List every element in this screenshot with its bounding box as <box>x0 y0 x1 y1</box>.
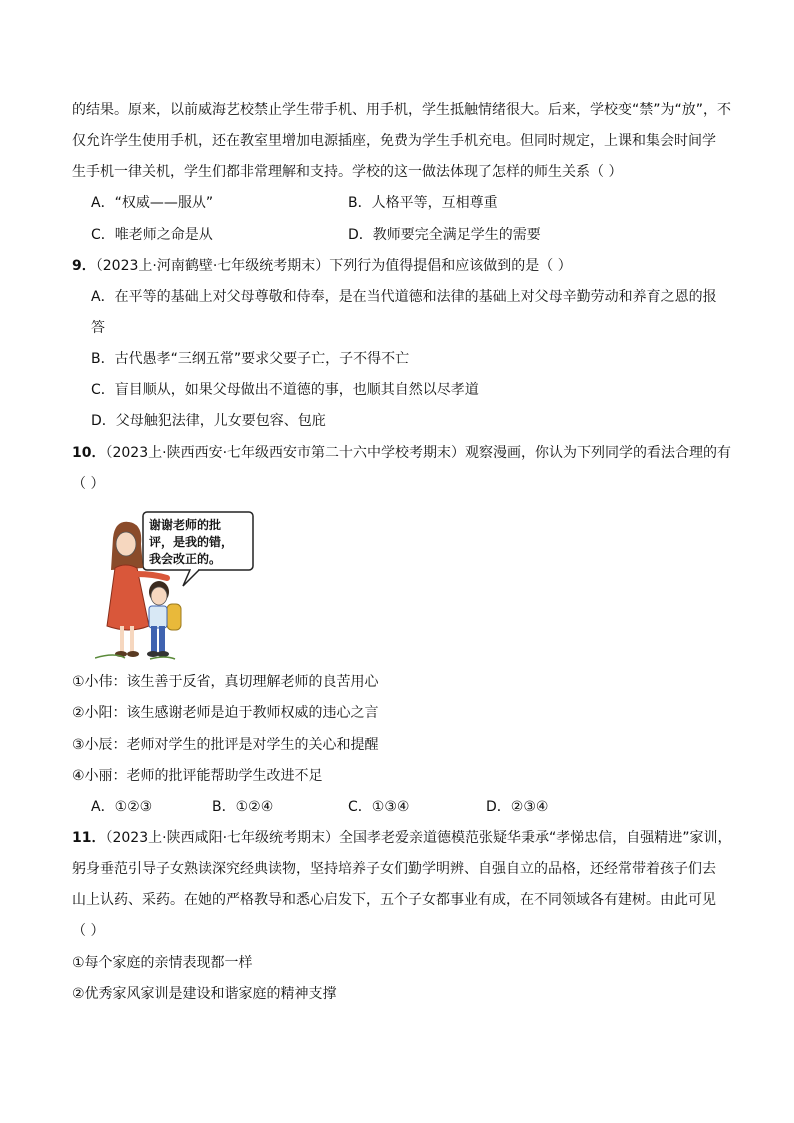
q8-text-line-1: 的结果。原来，以前威海艺校禁止学生带手机、用手机，学生抵触情绪很大。后来，学校变“禁”为“放”，不 <box>72 102 732 118</box>
comic-teacher-student <box>95 508 255 663</box>
bubble-line-1: 谢谢老师的批 <box>149 518 222 532</box>
q8-text-line-3: 生手机一律关机，学生们都非常理解和支持。学校的这一做法体现了怎样的师生关系（ ） <box>72 164 623 180</box>
q8-option-d: D．教师要完全满足学生的需要 <box>348 227 541 243</box>
q10-text: （2023上·陕西西安·七年级西安市第二十六中学校考期末）观察漫画，你认为下列同学的看法合理的有 <box>105 445 732 461</box>
q9-option-c: C．盲目顺从，如果父母做出不道德的事，也顺其自然以尽孝道 <box>91 382 479 398</box>
q9-stem <box>72 256 572 276</box>
q10-statement-1: ①小伟：该生善于反省，真切理解老师的良苦用心 <box>72 674 379 690</box>
q11-stem-bracket: （ ） <box>72 923 105 939</box>
q9-option-a-line-1: A．在平等的基础上对父母尊敬和侍奉，是在当代道德和法律的基础上对父母辛勤劳动和养育之恩的报 <box>91 289 717 305</box>
q10-statement-2: ②小阳：该生感谢老师是迫于教师权威的违心之言 <box>72 705 379 721</box>
q11-text-1: （2023上·陕西咸阳·七年级统考期末）全国孝老爱亲道德模范张疑华秉承“孝悌忠信，自强精进”家训， <box>105 830 732 846</box>
q8-option-a: A．“权威——服从” <box>91 195 214 211</box>
q10-option-b: B．①②④ <box>212 799 274 815</box>
q8-option-b: B．人格平等，互相尊重 <box>348 195 498 211</box>
q11-number: 11． <box>72 830 106 846</box>
q10-statement-4: ④小丽：老师的批评能帮助学生改进不足 <box>72 768 323 784</box>
student-figure <box>147 581 181 657</box>
q9-option-b: B．古代愚孝“三纲五常”要求父要子亡，子不得不亡 <box>91 351 410 367</box>
q9-option-d: D．父母触犯法律，儿女要包容、包庇 <box>91 413 326 429</box>
q10-option-c: C．①③④ <box>348 799 410 815</box>
bubble-line-3: 我会改正的。 <box>149 552 222 566</box>
q11-statement-2: ②优秀家风家训是建设和谐家庭的精神支撑 <box>72 986 337 1002</box>
q9-text: （2023上·河南鹤壁·七年级统考期末）下列行为值得提倡和应该做到的是（ ） <box>95 258 572 274</box>
comic-drawing <box>95 508 255 663</box>
q11-stem-line-1 <box>72 828 732 848</box>
q11-stem-line-2: 躬身垂范引导子女熟读深究经典读物，坚持培养子女们勤学明辨、自强自立的品格，还经常带着孩子们去 <box>72 861 716 877</box>
q10-stem-bracket: （ ） <box>72 476 105 492</box>
q8-option-c: C．唯老师之命是从 <box>91 227 213 243</box>
speech-bubble-tail <box>183 570 199 586</box>
bubble-line-2: 评，是我的错， <box>149 535 234 549</box>
q11-stem-line-3: 山上认药、采药。在她的严格教导和悉心启发下，五个子女都事业有成，在不同领域各有建树。由此可见 <box>72 892 716 908</box>
q10-statement-3: ③小辰：老师对学生的批评是对学生的关心和提醒 <box>72 737 379 753</box>
q10-option-d: D．②③④ <box>486 799 549 815</box>
q9-number: 9． <box>72 258 96 274</box>
q10-number: 10． <box>72 445 106 461</box>
q10-stem <box>72 443 731 463</box>
q8-text-line-2: 仅允许学生使用手机，还在教室里增加电源插座，免费为学生手机充电。但同时规定，上课和集会时间学 <box>72 133 716 149</box>
q9-option-a-line-2: 答 <box>91 320 105 336</box>
q11-statement-1: ①每个家庭的亲情表现都一样 <box>72 955 253 971</box>
q10-option-a: A．①②③ <box>91 799 153 815</box>
backpack <box>167 604 181 630</box>
